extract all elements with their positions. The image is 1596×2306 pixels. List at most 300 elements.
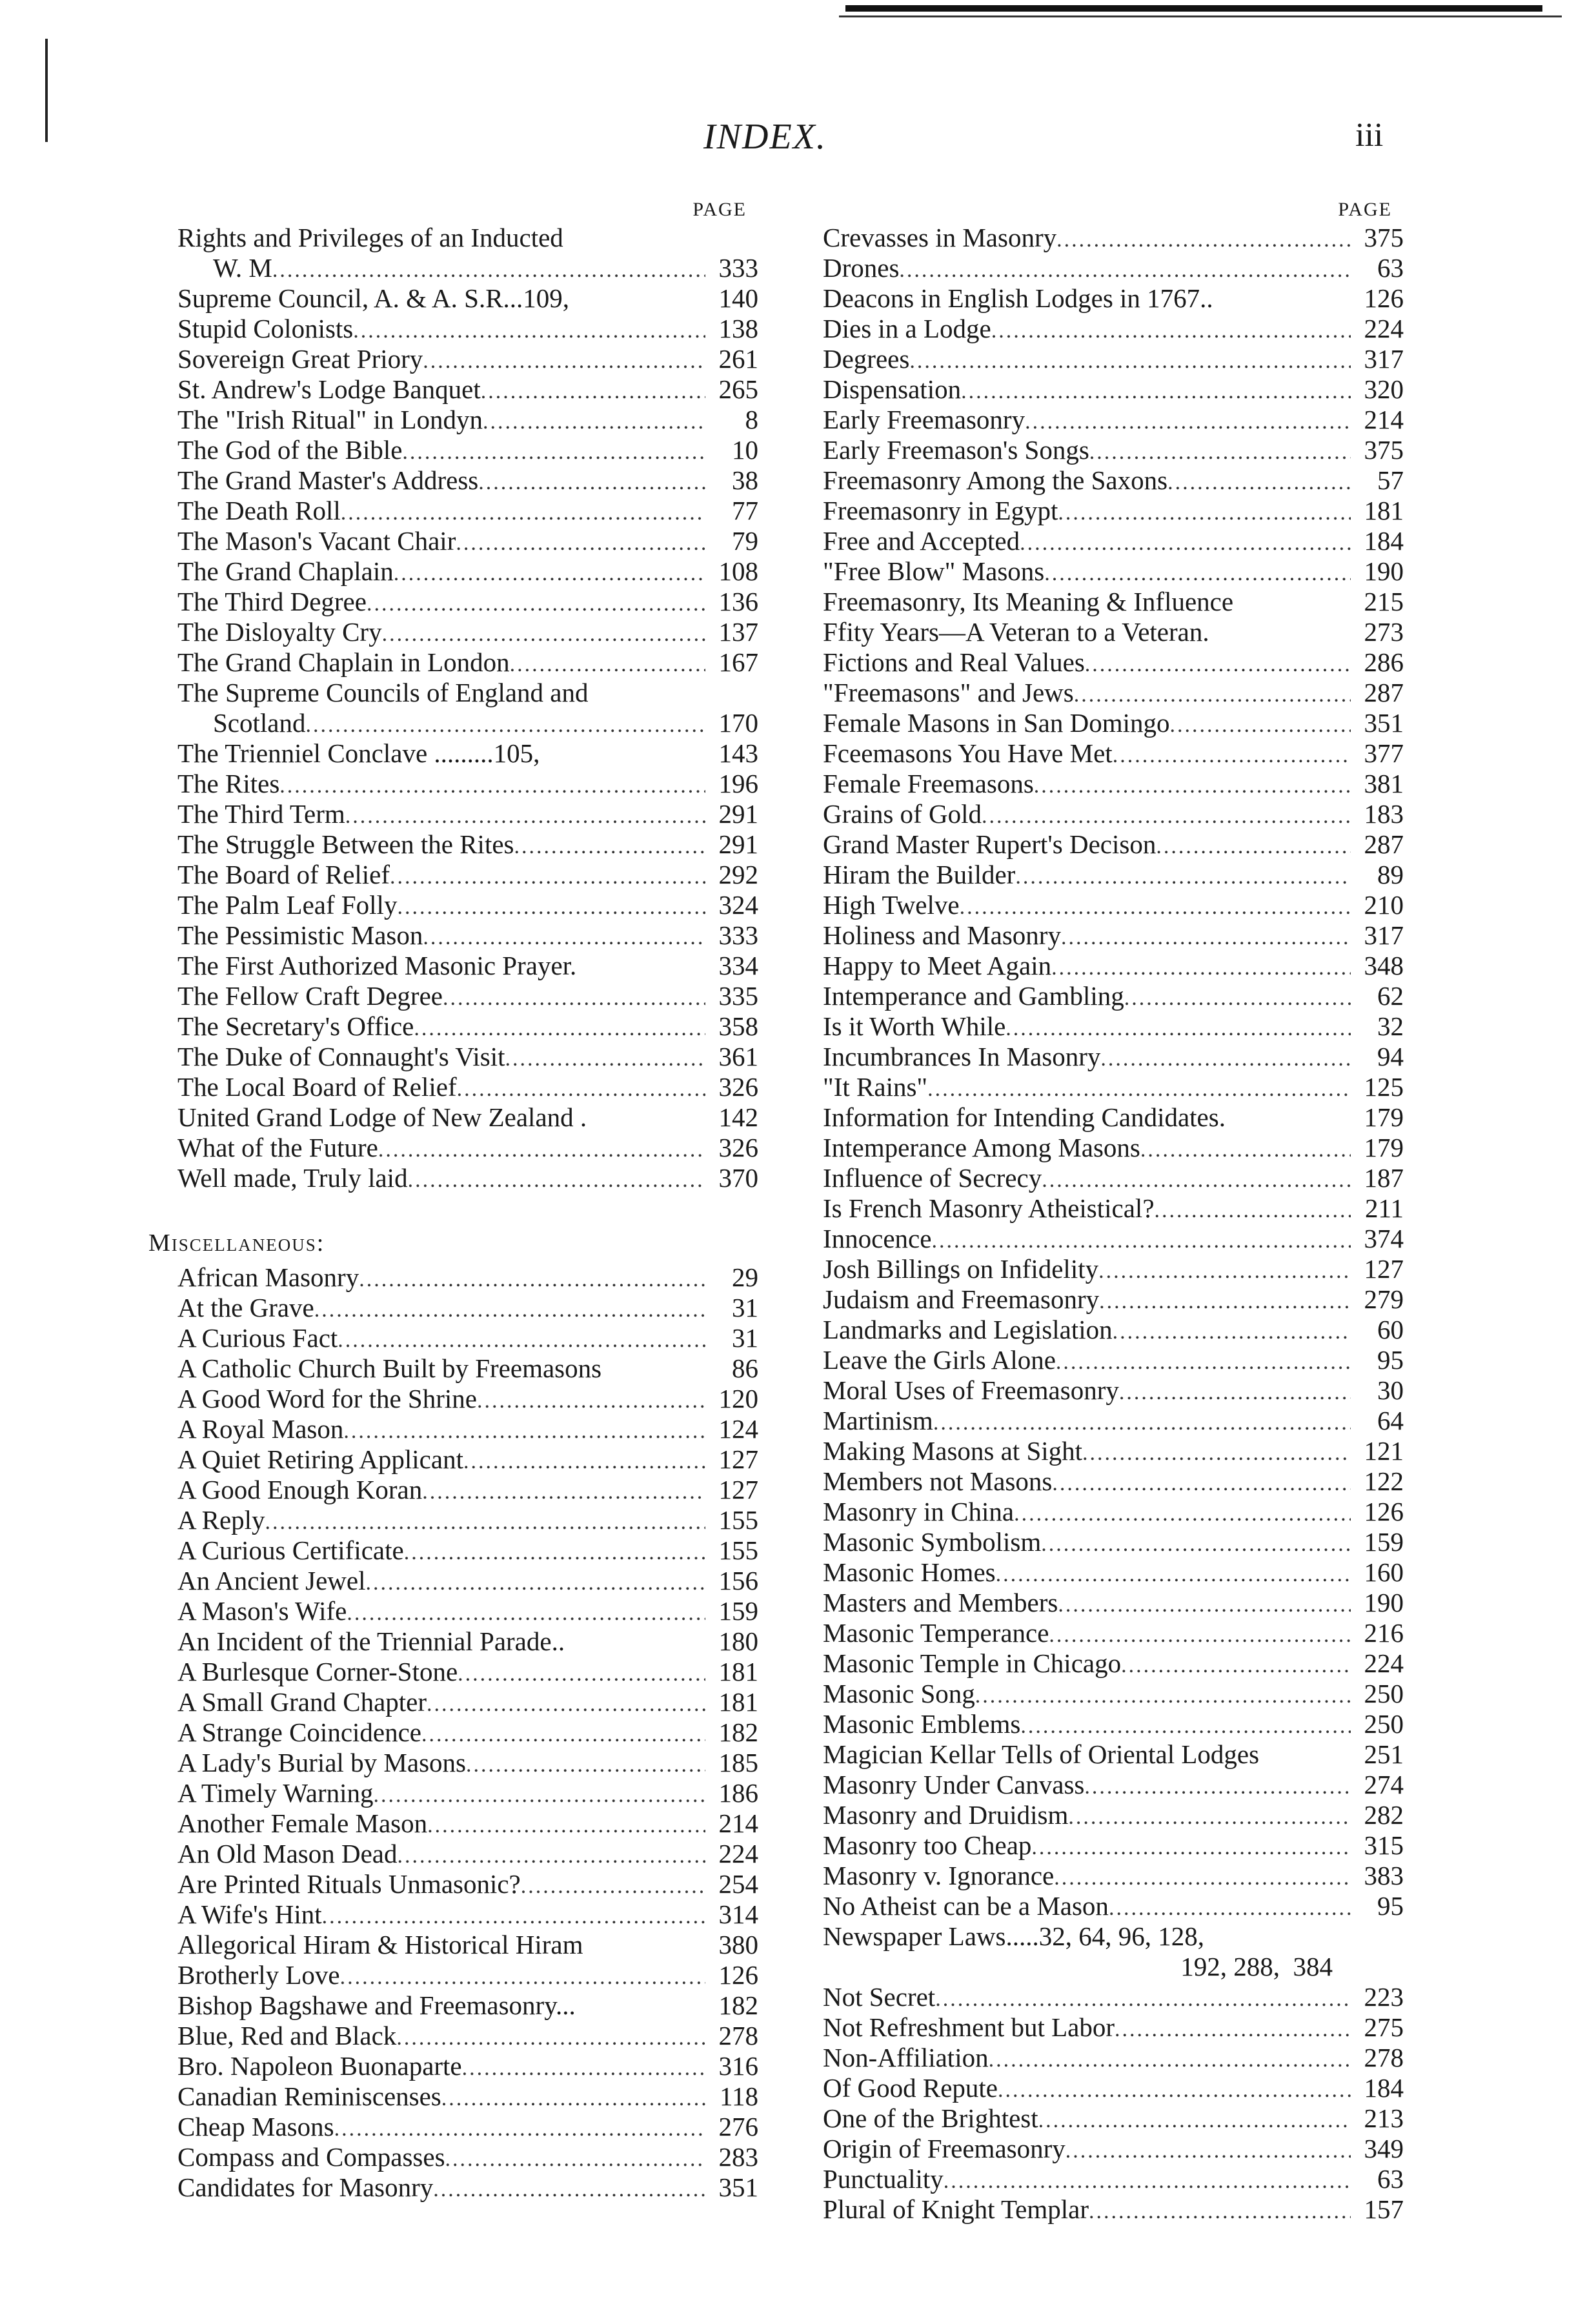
entry-page: 334 [718,951,758,980]
entry-page: 333 [718,253,758,283]
entry-page: 224 [718,1839,758,1868]
index-entry [823,1861,1404,1891]
index-entry [823,799,1404,829]
dot-leader [340,1962,705,1992]
index-entry [177,314,758,344]
entry-title: A Burlesque Corner-Stone [177,1657,458,1686]
dot-leader [1041,1529,1351,1559]
dot-leader [510,649,705,680]
entry-page: 184 [1364,526,1404,556]
dot-leader [445,2144,705,2174]
dot-leader [477,1386,705,1416]
entry-title: Canadian Reminiscenses [177,2081,441,2111]
entry-page: 282 [1364,1800,1404,1830]
index-entry [823,253,1404,283]
entry-title: An Incident of the Triennial Parade.. [177,1626,565,1656]
dot-leader [279,771,705,801]
dot-leader [1099,1286,1351,1317]
entry-page: 187 [1364,1163,1404,1193]
dot-leader [1109,1893,1351,1923]
dot-leader [1121,1650,1351,1681]
index-list-right [823,223,1404,2225]
page-header [0,116,1596,161]
index-entry [823,647,1404,678]
dot-leader [421,1719,705,1750]
top-rule [845,5,1542,12]
entry-page: 183 [1364,799,1404,829]
entry-title: Innocence [823,1224,932,1253]
entry-title: The Duke of Connaught's Visit [177,1042,505,1071]
entry-page: 279 [1364,1284,1404,1314]
entry-page: 223 [1364,1982,1404,2012]
index-entry [823,405,1404,435]
entry-title: The Third Term [177,799,345,829]
index-entry [177,283,758,314]
entry-title: Allegorical Hiram & Historical Hiram [177,1930,583,1959]
index-entry [177,1535,758,1566]
entry-title: Not Refreshment but Labor [823,2012,1115,2042]
dot-leader [960,892,1351,922]
index-entry [823,344,1404,374]
entry-page: 127 [1364,1254,1404,1284]
entry-title: Crevasses in Masonry [823,223,1057,252]
entry-page: 275 [1364,2012,1404,2042]
dot-leader [457,1074,705,1104]
entry-page: 326 [718,1133,758,1162]
dot-leader [322,1901,705,1932]
dot-leader [427,1810,705,1841]
entry-title: Masonic Song [823,1679,975,1708]
dot-leader [1056,225,1351,255]
index-entry [823,617,1404,647]
entry-title: A Lady's Burial by Masons [177,1748,466,1777]
dot-leader [1014,1499,1351,1529]
dot-leader [1098,1256,1351,1286]
entry-title: A Quiet Retiring Applicant [177,1444,463,1474]
entry-title: Martinism [823,1406,933,1435]
index-entry [823,496,1404,526]
dot-leader [305,710,705,740]
entry-page: 121 [1364,1436,1404,1466]
index-entry [823,1406,1404,1436]
entry-page: 213 [1364,2103,1404,2133]
entry-title: Freemasonry, Its Meaning & Influence [823,587,1234,616]
entry-page: 278 [1364,2043,1404,2072]
entry-page: 278 [718,2021,758,2050]
entry-page: 127 [718,1475,758,1504]
index-entry [823,1466,1404,1497]
entry-page: 224 [1364,314,1404,343]
entry-title: The Secretary's Office [177,1011,414,1041]
entry-title: A Wife's Hint [177,1899,322,1929]
dot-leader [1124,983,1351,1013]
dot-leader [338,1325,705,1355]
index-entry [177,1717,758,1748]
index-entry [823,587,1404,617]
index-entry [177,799,758,829]
entry-title: The First Authorized Masonic Prayer. [177,951,577,980]
index-entry [177,981,758,1011]
entry-title: The Mason's Vacant Chair [177,526,456,556]
entry-page: 374 [1364,1224,1404,1253]
entry-title: Influence of Secrecy [823,1163,1042,1193]
entry-page: 160 [1364,1557,1404,1587]
dot-leader [1113,1317,1351,1347]
dot-leader [443,983,705,1013]
entry-title: Masonic Symbolism [823,1527,1042,1557]
entry-title: A Good Enough Koran [177,1475,423,1504]
entry-page: 125 [1364,1072,1404,1102]
dot-leader [353,316,705,346]
entry-title: The "Irish Ritual" in Londyn [177,405,483,434]
entry-title: Masonry and Druidism [823,1800,1069,1830]
entry-title: A Curious Certificate [177,1535,404,1565]
entry-page: 181 [718,1657,758,1686]
right-column [823,197,1404,2225]
entry-title: Brotherly Love [177,1960,340,1990]
entry-title: Ffity Years—A Veteran to a Veteran. [823,617,1209,647]
entry-page: 190 [1364,556,1404,586]
entry-page: 77 [732,496,758,525]
dot-leader [345,801,705,831]
dot-leader [341,498,705,528]
entry-page: 292 [718,860,758,889]
entry-page: 179 [1364,1102,1404,1132]
entry-title: Masonry Under Canvass [823,1770,1085,1799]
entry-page: 32 [1377,1011,1404,1041]
entry-title: The Board of Relief [177,860,390,889]
dot-leader [1051,953,1351,983]
left-column [148,197,758,2203]
index-entry [177,1262,758,1293]
index-entry [177,1566,758,1596]
entry-page: 381 [1364,769,1404,798]
entry-title: Newspaper Laws.....32, 64, 96, 128, [823,1921,1204,1951]
entry-title: Scotland [213,708,306,738]
dot-leader [408,1165,705,1195]
index-entry [823,526,1404,556]
dot-leader [423,346,705,376]
section-label-miscellaneous: Miscellaneous: [148,1229,325,1257]
entry-page: 315 [1364,1830,1404,1860]
entry-page: 29 [732,1262,758,1292]
entry-title: At the Grave [177,1293,314,1322]
entry-title: The Pessimistic Mason [177,920,423,950]
entry-page: 124 [718,1414,758,1444]
entry-title: Sovereign Great Priory [177,344,423,374]
index-entry [177,465,758,496]
entry-title: A Mason's Wife [177,1596,347,1626]
index-entry [177,738,758,769]
entry-page: 317 [1364,344,1404,374]
entry-title: Are Printed Rituals Unmasonic? [177,1869,521,1899]
index-entry [823,1497,1404,1527]
index-entry [823,1163,1404,1193]
entry-page: 287 [1364,678,1404,707]
entry-title: Female Masons in San Domingo [823,708,1170,738]
entry-page: 326 [718,1072,758,1102]
entry-title: The Palm Leaf Folly [177,890,398,920]
index-entry [177,708,758,738]
dot-leader [909,346,1351,376]
entry-page: 320 [1364,374,1404,404]
page-title: INDEX. [703,117,827,157]
entry-page: 224 [1364,1648,1404,1678]
entry-title: A Good Word for the Shrine [177,1384,477,1413]
index-entry [177,1899,758,1930]
entry-title: Incumbrances In Masonry [823,1042,1101,1071]
page-column-label: PAGE [692,199,747,220]
index-entry [177,1505,758,1535]
entry-title: The Grand Chaplain in London [177,647,510,677]
index-entry [823,1315,1404,1345]
dot-leader [1042,1165,1351,1195]
entry-page: 383 [1364,1861,1404,1890]
entry-page: 351 [1364,708,1404,738]
entry-title: Freemasonry Among the Saxons [823,465,1168,495]
entry-title: Non-Affiliation [823,2043,989,2072]
index-entry [177,1042,758,1072]
dot-leader [933,1408,1351,1438]
entry-page: 86 [732,1353,758,1383]
entry-title: Masonry in China [823,1497,1015,1526]
entry-page: 118 [720,2081,758,2111]
index-entry [823,283,1404,314]
entry-page: 8 [745,405,758,434]
dot-leader [1058,1590,1351,1620]
entry-page: 62 [1377,981,1404,1011]
index-entry [823,1133,1404,1163]
dot-leader [927,1074,1351,1104]
entry-page: 127 [718,1444,758,1474]
index-entry [823,2103,1404,2134]
entry-page: 64 [1377,1406,1404,1435]
index-entry [177,1626,758,1657]
dot-leader [935,1984,1351,2014]
index-entry [823,1557,1404,1588]
dot-leader [433,2174,705,2205]
index-entry [177,920,758,951]
entry-title: Stupid Colonists [177,314,354,343]
index-entry [823,951,1404,981]
entry-page: 214 [718,1808,758,1838]
dot-leader [505,1044,705,1074]
entry-page: 250 [1364,1679,1404,1708]
index-entry [823,1709,1404,1739]
dot-leader [1089,2196,1351,2227]
entry-page: 181 [718,1687,758,1717]
dot-leader [991,316,1351,346]
entry-title: Making Masons at Sight [823,1436,1083,1466]
index-entry [177,617,758,647]
entry-title: Masonry v. Ignorance [823,1861,1055,1890]
dot-leader [899,255,1351,285]
entry-title: The Disloyalty Cry [177,617,382,647]
index-entry [177,1808,758,1839]
dot-leader [347,1598,705,1628]
dot-leader [466,1750,705,1780]
dot-leader [931,1226,1351,1256]
entry-title: Blue, Red and Black [177,2021,397,2050]
dot-leader [1052,1468,1351,1499]
index-entry [177,1657,758,1687]
entry-title: Early Freemasonry [823,405,1025,434]
entry-page: 324 [718,890,758,920]
entry-page: 196 [718,769,758,798]
index-entry [177,647,758,678]
index-entry [177,1011,758,1042]
index-entry [177,1133,758,1163]
entry-title: The Rites [177,769,280,798]
entry-title: The Grand Chaplain [177,556,394,586]
index-entry [177,951,758,981]
entry-page: 215 [1364,587,1404,616]
entry-title: Hiram the Builder [823,860,1016,889]
dot-leader [1044,558,1351,589]
entry-title: Intemperance Among Masons [823,1133,1140,1162]
entry-page: 273 [1364,617,1404,647]
entry-title: Happy to Meet Again [823,951,1052,980]
entry-page: 63 [1377,2164,1404,2194]
entry-page: 358 [718,1011,758,1041]
index-entry [177,860,758,890]
entry-page: 377 [1364,738,1404,768]
entry-title: United Grand Lodge of New Zealand . [177,1102,587,1132]
entry-title: Moral Uses of Freemasonry [823,1375,1119,1405]
index-entry [177,587,758,617]
index-entry [823,1375,1404,1406]
entry-title: Grains of Gold [823,799,982,829]
index-entry [177,2021,758,2051]
entry-title: Bro. Napoleon Buonaparte [177,2051,462,2081]
entry-page: 384 [1293,1952,1333,1981]
entry-title: The Struggle Between the Rites [177,829,514,859]
entry-title: Is French Masonry Atheistical? [823,1193,1155,1223]
dot-leader [514,831,706,862]
index-entry [823,1588,1404,1618]
entry-title: Dies in a Lodge [823,314,991,343]
entry-title: Fictions and Real Values [823,647,1085,677]
index-entry [177,1384,758,1414]
entry-title: Holiness and Masonry [823,920,1061,950]
entry-page: 314 [718,1899,758,1929]
dot-leader [1020,528,1351,558]
index-entry [177,1687,758,1717]
index-entry [177,1072,758,1102]
entry-title: No Atheist can be a Mason [823,1891,1109,1921]
entry-page: 79 [732,526,758,556]
entry-page: 126 [1364,1497,1404,1526]
dot-leader [422,1477,705,1507]
entry-page: 190 [1364,1588,1404,1617]
entry-title: Free and Accepted [823,526,1020,556]
index-entry [823,981,1404,1011]
entry-title: Fceemasons You Have Met [823,738,1113,768]
index-entry [177,1353,758,1384]
entry-page: 31 [732,1293,758,1322]
entry-page: 211 [1365,1193,1404,1223]
index-entry [823,1830,1404,1861]
entry-title: Intemperance and Gambling [823,981,1124,1011]
entry-page: 159 [1364,1527,1404,1557]
entry-title: Compass and Compasses [177,2142,445,2172]
dot-leader [1115,2014,1351,2045]
dot-leader [996,1559,1351,1590]
dot-leader [1034,771,1351,801]
index-entry [177,1930,758,1960]
dot-leader [1140,1135,1351,1165]
index-entry [823,2012,1404,2043]
index-entry [823,1770,1404,1800]
entry-title: The Supreme Councils of England and [177,678,589,707]
index-entry [823,829,1404,860]
dot-leader [1056,1347,1351,1377]
dot-leader [982,801,1351,831]
index-entry [823,1800,1404,1830]
entry-title: Deacons in English Lodges in 1767.. [823,283,1213,313]
dot-leader [989,2045,1351,2075]
index-entry [177,1414,758,1444]
index-entry [177,1960,758,1990]
dot-leader [1113,740,1351,771]
entry-title: Punctuality [823,2164,944,2194]
dot-leader [397,1841,705,1871]
dot-leader [414,1013,705,1044]
index-entry [177,1839,758,1869]
dot-leader [1066,2136,1351,2166]
index-entry [823,2164,1404,2194]
index-entry [823,314,1404,344]
index-entry [177,1475,758,1505]
dot-leader [404,1537,705,1568]
entry-page: 138 [718,314,758,343]
entry-title: Early Freemason's Songs [823,435,1089,465]
entry-title: Masonic Temple in Chicago [823,1648,1122,1678]
entry-page: 38 [732,465,758,495]
entry-title: Rights and Privileges of an Inducted [177,223,563,252]
entry-title: The God of the Bible [177,435,403,465]
entry-title: Judaism and Freemasonry [823,1284,1100,1314]
dot-leader [390,862,705,892]
index-entry [823,1102,1404,1133]
dot-leader [1100,1044,1351,1074]
dot-leader [1020,1711,1351,1741]
index-entry [823,435,1404,465]
index-entry [823,1527,1404,1557]
entry-title: Masters and Members [823,1588,1058,1617]
index-entry [177,2142,758,2172]
entry-title: Masonic Homes [823,1557,996,1587]
entry-title: Dispensation [823,374,962,404]
entry-page: 182 [718,1990,758,2020]
entry-title: Cheap Masons [177,2112,334,2141]
entry-title: What of the Future [177,1133,378,1162]
index-entry [177,1778,758,1808]
index-entry [823,1436,1404,1466]
index-entry [823,769,1404,799]
entry-title: Origin of Freemasonry [823,2134,1066,2163]
entry-title: Magician Kellar Tells of Oriental Lodges [823,1739,1260,1769]
entry-title: W. M [213,253,272,283]
dot-leader [1155,1195,1351,1226]
dot-leader [1082,1438,1351,1468]
index-entry [177,1323,758,1353]
entry-title: High Twelve [823,890,960,920]
entry-title: Drones [823,253,900,283]
entry-title: Supreme Council, A. & A. S.R...109, [177,283,570,313]
dot-leader [1015,862,1351,892]
index-entry [823,1345,1404,1375]
